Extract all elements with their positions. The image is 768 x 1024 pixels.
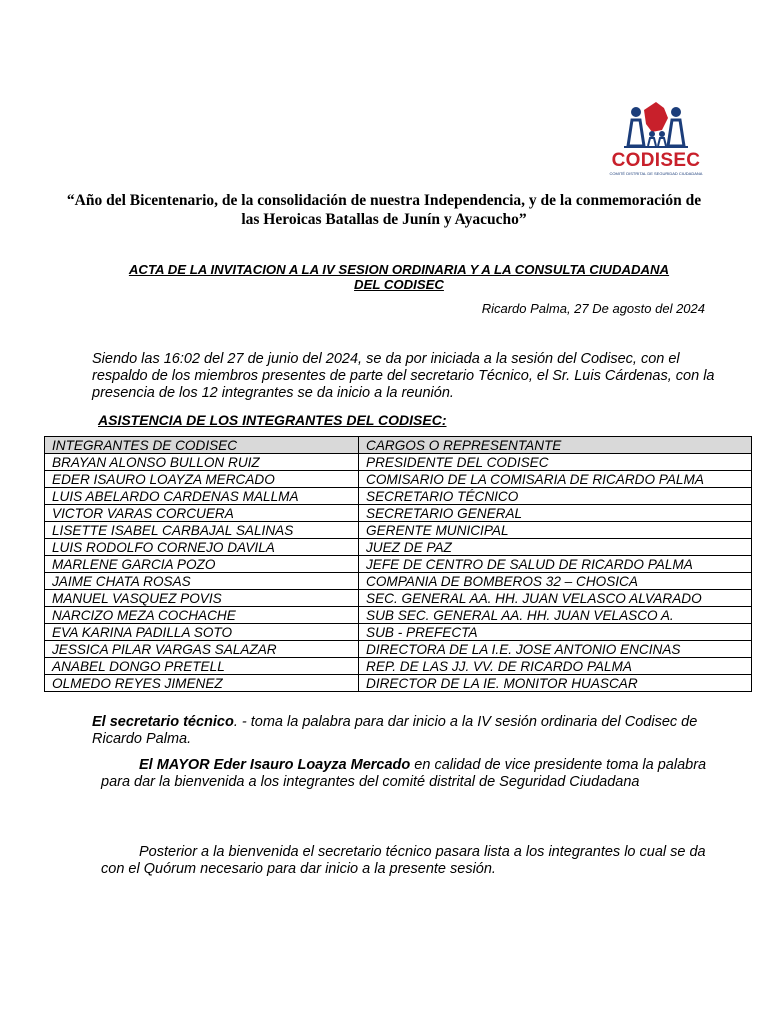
motto-line-1: “Año del Bicentenario, de la consolidación de nuestra Independencia, y de la conmemoración de bbox=[66, 192, 702, 209]
logo-subtitle: COMITÉ DISTRITAL DE SEGURIDAD CIUDADANA bbox=[609, 171, 703, 176]
title-line-2: DEL CODISEC bbox=[354, 277, 444, 292]
table-row bbox=[45, 573, 752, 590]
welcome-paragraph bbox=[101, 757, 711, 791]
member-name-cell: ANABEL DONGO PRETELL bbox=[45, 658, 359, 675]
member-role-cell: JEFE DE CENTRO DE SALUD DE RICARDO PALMA bbox=[359, 556, 752, 573]
motto-line-2: las Heroicas Batallas de Junín y Ayacucho” bbox=[241, 211, 527, 228]
member-name-cell: EVA KARINA PADILLA SOTO bbox=[45, 624, 359, 641]
document-title bbox=[60, 262, 738, 292]
member-name-cell: LUIS ABELARDO CARDENAS MALLMA bbox=[45, 488, 359, 505]
member-role-cell: JUEZ DE PAZ bbox=[359, 539, 752, 556]
table-row bbox=[45, 658, 752, 675]
member-role-cell: DIRECTORA DE LA I.E. JOSE ANTONIO ENCINAS bbox=[359, 641, 752, 658]
member-role-cell: REP. DE LAS JJ. VV. DE RICARDO PALMA bbox=[359, 658, 752, 675]
table-row bbox=[45, 607, 752, 624]
table-row bbox=[45, 539, 752, 556]
table-header-row bbox=[45, 437, 752, 454]
member-role-cell: DIRECTOR DE LA IE. MONITOR HUASCAR bbox=[359, 675, 752, 692]
table-row bbox=[45, 505, 752, 522]
welcome-text: en calidad de vice presidente toma la palabra para dar la bienvenida a los integrantes del comité distrital de Seguridad Ciudadana bbox=[101, 757, 707, 790]
table-row bbox=[45, 471, 752, 488]
table-header-cell: CARGOS O REPRESENTANTE bbox=[359, 437, 752, 454]
member-role-cell: SECRETARIO TÉCNICO bbox=[359, 488, 752, 505]
member-name-cell: OLMEDO REYES JIMENEZ bbox=[45, 675, 359, 692]
title-line-1: ACTA DE LA INVITACION A LA IV SESION ORDINARIA Y A LA CONSULTA CIUDADANA bbox=[128, 262, 670, 277]
member-role-cell: GERENTE MUNICIPAL bbox=[359, 522, 752, 539]
logo-name: CODISEC bbox=[611, 150, 701, 171]
member-name-cell: MANUEL VASQUEZ POVIS bbox=[45, 590, 359, 607]
table-header-cell: INTEGRANTES DE CODISEC bbox=[45, 437, 359, 454]
table-row bbox=[45, 624, 752, 641]
member-role-cell: PRESIDENTE DEL CODISEC bbox=[359, 454, 752, 471]
member-role-cell: SEC. GENERAL AA. HH. JUAN VELASCO ALVARADO bbox=[359, 590, 752, 607]
member-name-cell: JESSICA PILAR VARGAS SALAZAR bbox=[45, 641, 359, 658]
table-row bbox=[45, 556, 752, 573]
secretary-label: El secretario técnico bbox=[92, 714, 234, 730]
member-name-cell: EDER ISAURO LOAYZA MERCADO bbox=[45, 471, 359, 488]
attendance-heading: ASISTENCIA DE LOS INTEGRANTES DEL CODISEC: bbox=[98, 412, 447, 428]
major-name: El MAYOR Eder Isauro Loayza Mercado bbox=[139, 757, 411, 773]
member-role-cell: SECRETARIO GENERAL bbox=[359, 505, 752, 522]
member-name-cell: LISETTE ISABEL CARBAJAL SALINAS bbox=[45, 522, 359, 539]
member-role-cell: SUB - PREFECTA bbox=[359, 624, 752, 641]
member-name-cell: LUIS RODOLFO CORNEJO DAVILA bbox=[45, 539, 359, 556]
table-row bbox=[45, 590, 752, 607]
codisec-logo bbox=[604, 100, 708, 180]
table-row bbox=[45, 454, 752, 471]
member-role-cell: SUB SEC. GENERAL AA. HH. JUAN VELASCO A. bbox=[359, 607, 752, 624]
attendance-table bbox=[44, 436, 752, 692]
document-date: Ricardo Palma, 27 De agosto del 2024 bbox=[481, 301, 705, 316]
table-row bbox=[45, 522, 752, 539]
secretary-text: . - toma la palabra para dar inicio a la IV sesión ordinaria del Codisec de Ricardo Palma. bbox=[92, 714, 698, 747]
year-motto bbox=[40, 191, 728, 229]
member-role-cell: COMISARIO DE LA COMISARIA DE RICARDO PALMA bbox=[359, 471, 752, 488]
member-name-cell: JAIME CHATA ROSAS bbox=[45, 573, 359, 590]
member-name-cell: VICTOR VARAS CORCUERA bbox=[45, 505, 359, 522]
intro-paragraph: Siendo las 16:02 del 27 de junio del 2024, se da por iniciada a la sesión del Codisec, con el respaldo de los miembros presentes de parte del secretario Técnico, el Sr. Luis Cárdenas, con la presencia de los 12 integrantes se da inicio a la reunión. bbox=[92, 351, 715, 401]
member-name-cell: MARLENE GARCIA POZO bbox=[45, 556, 359, 573]
table-row bbox=[45, 488, 752, 505]
codisec-emblem-icon bbox=[604, 100, 708, 150]
closing-paragraph: Posterior a la bienvenida el secretario técnico pasara lista a los integrantes lo cual se da con el Quórum necesario para dar inicio a la presente sesión. bbox=[101, 844, 706, 877]
table-row bbox=[45, 641, 752, 658]
member-role-cell: COMPANIA DE BOMBEROS 32 – CHOSICA bbox=[359, 573, 752, 590]
table-row bbox=[45, 675, 752, 692]
secretary-paragraph bbox=[92, 714, 712, 748]
member-name-cell: BRAYAN ALONSO BULLON RUIZ bbox=[45, 454, 359, 471]
member-name-cell: NARCIZO MEZA COCHACHE bbox=[45, 607, 359, 624]
